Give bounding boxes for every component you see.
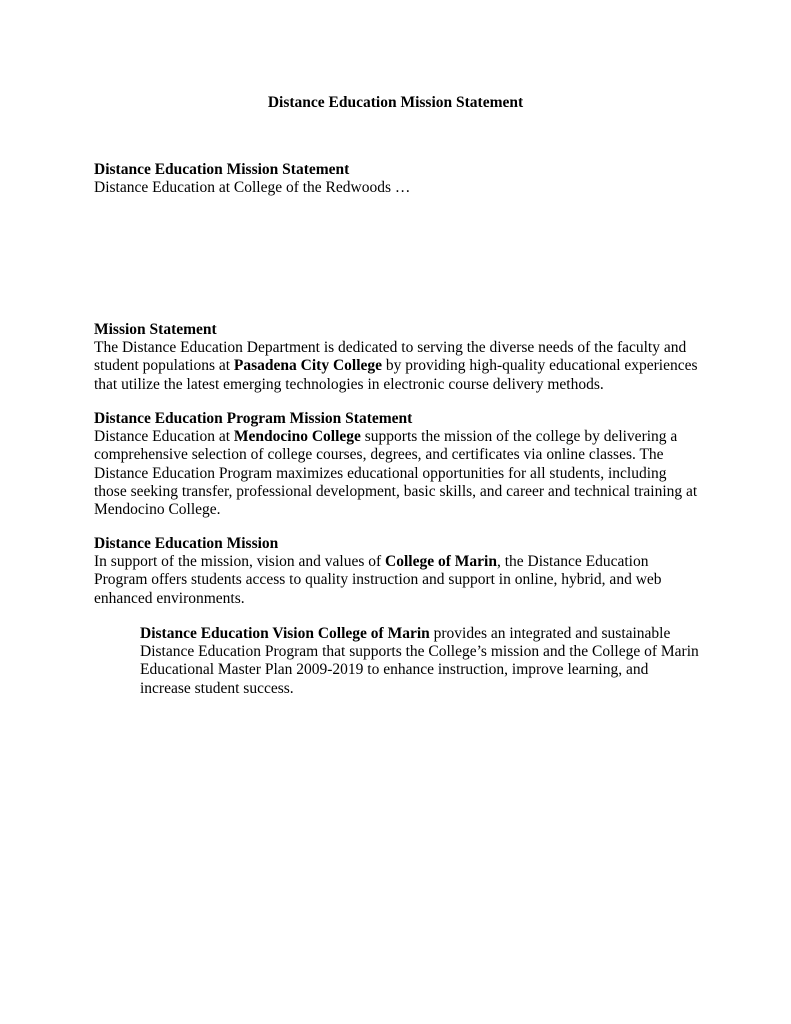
- section-body: [94, 553, 702, 608]
- section-body: [140, 625, 700, 698]
- section-pasadena: [94, 321, 702, 394]
- section-body: [94, 339, 702, 394]
- section-redwoods: [94, 161, 702, 197]
- section-marin-mission: [94, 535, 702, 608]
- section-body: Distance Education at College of the Redwoods …: [94, 179, 411, 197]
- body-text: Distance Education at: [94, 428, 234, 446]
- section-marin-vision: [140, 625, 700, 698]
- section-heading: Distance Education Mission Statement: [94, 161, 350, 178]
- body-text: supports the mission of the college by delivering a comprehensive selection of college courses, degrees, and certificates via online classes. The Distance Education Program maximizes educational opportunities for all students, including those seeking transfer, professional development, basic skills, and career and technical training at Mendocino College.: [94, 428, 698, 519]
- section-body: [94, 428, 702, 519]
- section-heading-inline: Distance Education Vision College of Marin: [140, 625, 430, 642]
- college-name: Pasadena City College: [233, 357, 383, 375]
- body-text: The Distance Education Department is dedicated to serving the diverse needs of the faculty and student populations at: [94, 339, 687, 375]
- body-text: provides an integrated and sustainable Distance Education Program that supports the College’s mission and the College of Marin Educational Master Plan 2009-2019 to enhance instruction, improve learning, and increase student success.: [140, 625, 699, 697]
- document-title: Distance Education Mission Statement: [267, 94, 524, 111]
- body-text: by providing high-quality educational experiences that utilize the latest emerging technologies in electronic course delivery methods.: [94, 357, 698, 393]
- college-name: Mendocino College: [233, 428, 361, 446]
- body-text: , the Distance Education Program offers students access to quality instruction and support in online, hybrid, and web enhanced environments.: [94, 553, 662, 607]
- section-heading: Mission Statement: [94, 321, 217, 338]
- section-heading: Distance Education Program Mission Statement: [94, 410, 413, 427]
- section-mendocino: [94, 410, 702, 519]
- body-text: In support of the mission, vision and values of: [94, 553, 386, 571]
- college-name: College of Marin: [385, 553, 497, 571]
- section-heading: Distance Education Mission: [94, 535, 279, 552]
